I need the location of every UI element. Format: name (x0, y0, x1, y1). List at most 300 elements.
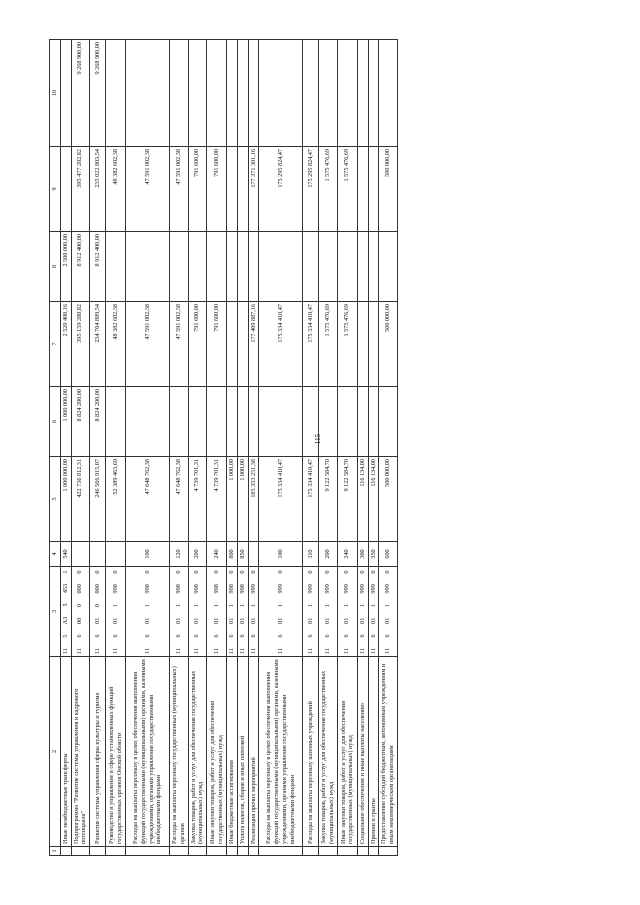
amount-col-6 (170, 387, 189, 457)
amount-col-7: 234 704 889,54 (90, 302, 106, 387)
row-marker-cell (90, 847, 106, 856)
code-part: 0 (212, 570, 220, 574)
amount-col-8: 8 912 400,00 (90, 232, 106, 302)
amount-col-7 (357, 302, 368, 387)
code-part: 01 (369, 617, 377, 624)
code-part: 0 (343, 570, 351, 574)
amount-col-9: 791 600,00 (207, 147, 227, 232)
expense-type-cell: 100 (126, 542, 170, 567)
amount-col-5: 1 000 000,00 (60, 457, 71, 542)
amount-col-8 (126, 232, 170, 302)
code-part: 11 (228, 648, 235, 654)
code-cell (170, 567, 189, 657)
code-part: 11 (249, 648, 257, 654)
code-part: 11 (369, 648, 377, 654)
table-row (188, 40, 207, 856)
amount-col-7: 2 520 408,16 (60, 302, 71, 387)
row-marker-cell (303, 847, 319, 856)
column-header-5: 5 (50, 457, 61, 542)
table-row (90, 40, 106, 856)
amount-col-8 (259, 232, 303, 302)
code-part: 0 (384, 570, 392, 574)
table-row (126, 40, 170, 856)
row-marker-cell (188, 847, 207, 856)
code-parts (193, 569, 201, 654)
amount-col-10 (106, 40, 126, 147)
code-parts (144, 569, 152, 654)
amount-col-6 (188, 387, 207, 457)
row-marker-cell (170, 847, 189, 856)
code-part: 999 (276, 584, 284, 594)
code-cell (106, 567, 126, 657)
item-name-cell: Социальное обеспечение и иные выплаты населению (357, 657, 368, 847)
code-parts (76, 569, 84, 654)
amount-col-10 (188, 40, 207, 147)
amount-col-5: 246 566 915,07 (90, 457, 106, 542)
expense-type-cell: 300 (357, 542, 368, 567)
amount-col-7: 1 575 476,69 (319, 302, 338, 387)
amount-col-8: 8 912 400,00 (71, 232, 90, 302)
code-cell (303, 567, 319, 657)
code-part: 453 (61, 583, 69, 594)
amount-col-7 (237, 302, 248, 387)
amount-col-7: 48 382 602,38 (106, 302, 126, 387)
code-cell (237, 567, 248, 657)
amount-col-7: 500 000,00 (379, 302, 398, 387)
code-part: 0 (358, 570, 366, 574)
amount-col-6 (259, 387, 303, 457)
amount-col-10 (303, 40, 319, 147)
row-marker-cell (71, 847, 90, 856)
code-cell (71, 567, 90, 657)
amount-col-5: 9 122 584,70 (319, 457, 338, 542)
amount-col-8 (357, 232, 368, 302)
amount-col-5: 185 353 251,38 (248, 457, 259, 542)
row-marker-cell (259, 847, 303, 856)
code-part: 6 (228, 634, 235, 638)
code-part: 11 (174, 648, 182, 654)
table-row (368, 40, 379, 856)
code-part: 5 (61, 603, 69, 607)
amount-col-6 (248, 387, 259, 457)
amount-col-9 (237, 147, 248, 232)
code-part: А3 (61, 616, 69, 625)
code-parts (250, 569, 258, 654)
code-part: 01 (249, 617, 257, 624)
amount-col-9 (357, 147, 368, 232)
item-name-cell: Расходы на выплаты персоналу в целях обеспечения выполнения функций государственными (муниципальными) органами, казенными учреждениями, органами управления государственными внебюджетными фондами (126, 657, 170, 847)
amount-col-6: 8 824 200,00 (71, 387, 90, 457)
amount-col-5: 1 000,00 (237, 457, 248, 542)
amount-col-5: 1 000,00 (227, 457, 238, 542)
table-row (71, 40, 90, 856)
column-header-4: 4 (50, 542, 61, 567)
amount-col-9: 1 575 476,69 (337, 147, 357, 232)
row-marker-cell (126, 847, 170, 856)
code-cell (188, 567, 207, 657)
amount-col-6 (106, 387, 126, 457)
column-header-6: 6 (50, 387, 61, 457)
column-header-8: 8 (50, 232, 61, 302)
amount-col-5: 175 334 410,47 (303, 457, 319, 542)
table-row (379, 40, 398, 856)
code-part: 998 (143, 584, 151, 594)
code-cell (357, 567, 368, 657)
expense-type-cell: 200 (319, 542, 338, 567)
code-parts (307, 569, 315, 654)
item-name-cell: Премии и гранты (368, 657, 379, 847)
code-part: 1 (61, 570, 69, 574)
item-name-cell: Руководство и управление в сфере установленных функций государственных органов Омской области (106, 657, 126, 847)
code-part: 999 (384, 584, 392, 594)
amount-col-8 (248, 232, 259, 302)
amount-col-5: 175 334 410,47 (259, 457, 303, 542)
table-row (207, 40, 227, 856)
item-name-cell: Иные закупки товаров, работ и услуг для обеспечения государственных (муниципальных) нужд (337, 657, 357, 847)
item-name-cell: Иные бюджетные ассигнования (227, 657, 238, 847)
code-part: 999 (343, 584, 351, 594)
amount-col-6 (379, 387, 398, 457)
code-part: 0 (76, 570, 84, 574)
amount-col-10 (357, 40, 368, 147)
table-row (106, 40, 126, 856)
expense-type-cell: 100 (259, 542, 303, 567)
code-part: 998 (238, 584, 246, 594)
code-part: 000 (76, 584, 84, 594)
amount-col-5: 422 736 812,31 (71, 457, 90, 542)
amount-col-6 (207, 387, 227, 457)
column-header-3: 3 (50, 567, 61, 657)
amount-col-5: 4 739 701,31 (188, 457, 207, 542)
code-cell (248, 567, 259, 657)
expense-type-cell: 200 (188, 542, 207, 567)
amount-col-9: 235 022 803,54 (90, 147, 106, 232)
code-part: 0 (238, 570, 246, 574)
code-parts (359, 569, 367, 654)
code-parts (370, 569, 378, 654)
code-part: 0 (143, 570, 151, 574)
code-part: 0 (324, 570, 332, 574)
code-cell (259, 567, 303, 657)
amount-col-8 (303, 232, 319, 302)
code-part: 11 (238, 648, 246, 654)
code-cell (319, 567, 338, 657)
code-cell (368, 567, 379, 657)
code-part: 6 (93, 634, 101, 638)
amount-col-6 (319, 387, 338, 457)
amount-col-9: 175 295 824,47 (303, 147, 319, 232)
amount-col-9: 500 000,00 (379, 147, 398, 232)
code-part: 11 (276, 648, 284, 654)
code-cell (207, 567, 227, 657)
code-part: 999 (249, 584, 257, 594)
row-marker-cell (227, 847, 238, 856)
code-part: 998 (111, 584, 119, 594)
amount-col-8 (368, 232, 379, 302)
header-row (50, 40, 61, 856)
code-part: 5 (61, 634, 69, 638)
amount-col-8 (227, 232, 238, 302)
code-part: 0 (306, 570, 314, 574)
code-part: 0 (276, 570, 284, 574)
code-part: 1 (111, 603, 119, 608)
code-part: 1 (343, 603, 351, 608)
code-cell (126, 567, 170, 657)
code-part: 01 (212, 617, 220, 624)
expense-type-cell: 850 (237, 542, 248, 567)
table-row (237, 40, 248, 856)
code-part: 1 (212, 603, 220, 608)
amount-col-7: 47 591 002,38 (126, 302, 170, 387)
code-part: 999 (369, 584, 377, 594)
table-row (319, 40, 338, 856)
amount-col-10 (368, 40, 379, 147)
amount-col-5: 9 122 584,70 (337, 457, 357, 542)
amount-col-10 (379, 40, 398, 147)
code-part: 01 (306, 617, 314, 624)
expense-type-cell: 120 (170, 542, 189, 567)
row-marker-cell (319, 847, 338, 856)
code-part: 6 (174, 634, 182, 638)
amount-col-6 (227, 387, 238, 457)
expense-type-cell (106, 542, 126, 567)
amount-col-8 (106, 232, 126, 302)
amount-col-10 (60, 40, 71, 147)
amount-col-8 (237, 232, 248, 302)
code-part: 6 (276, 634, 284, 638)
code-part: 1 (174, 603, 182, 608)
table-row (248, 40, 259, 856)
amount-col-10 (227, 40, 238, 147)
table-row (259, 40, 303, 856)
amount-col-10 (126, 40, 170, 147)
table-row (337, 40, 357, 856)
code-parts (213, 569, 221, 654)
amount-col-6: 8 824 200,00 (90, 387, 106, 457)
code-part: 01 (193, 617, 201, 624)
item-name-cell: Закупка товаров, работ и услуг для обеспечения государственных (муниципальных) нужд (319, 657, 338, 847)
code-part: 01 (111, 617, 119, 624)
code-part: 1 (358, 603, 366, 608)
amount-col-9 (368, 147, 379, 232)
code-part: 998 (193, 584, 201, 594)
code-part: 0 (228, 570, 235, 574)
amount-col-7: 1 575 476,69 (337, 302, 357, 387)
amount-col-6 (303, 387, 319, 457)
code-part: 11 (212, 648, 220, 654)
table-row (357, 40, 368, 856)
code-parts (228, 569, 236, 654)
code-part: 11 (384, 648, 392, 654)
column-header-7: 7 (50, 302, 61, 387)
code-part: 6 (306, 634, 314, 638)
amount-col-9 (60, 147, 71, 232)
code-part: 1 (306, 603, 314, 608)
amount-col-8 (319, 232, 338, 302)
code-cell (227, 567, 238, 657)
column-header-1: 1 (50, 847, 61, 856)
code-parts (94, 569, 102, 654)
table-row (227, 40, 238, 856)
code-part: 0 (369, 570, 377, 574)
amount-col-6 (357, 387, 368, 457)
item-name-cell: Развитие системы управления сферы культуры и туризма (90, 657, 106, 847)
row-marker-cell (207, 847, 227, 856)
amount-col-5: 4 739 701,31 (207, 457, 227, 542)
code-part: 11 (306, 648, 314, 654)
code-part: 11 (343, 648, 351, 654)
code-part: 0 (174, 570, 182, 574)
amount-col-7 (368, 302, 379, 387)
budget-table (49, 39, 398, 856)
code-part: 01 (238, 617, 246, 624)
code-part: 01 (358, 617, 366, 624)
code-part: 11 (93, 648, 101, 654)
code-part: 01 (228, 617, 235, 624)
code-part: 0 (76, 603, 84, 608)
code-part: 998 (174, 584, 182, 594)
table-body (60, 40, 397, 856)
row-marker-cell (248, 847, 259, 856)
expense-type-cell: 240 (207, 542, 227, 567)
table-row (60, 40, 71, 856)
row-marker-cell (337, 847, 357, 856)
amount-col-5: 116 134,00 (357, 457, 368, 542)
code-parts (384, 569, 392, 654)
amount-col-5: 116 134,00 (368, 457, 379, 542)
code-cell (379, 567, 398, 657)
amount-col-7: 175 334 410,47 (303, 302, 319, 387)
code-part: 0 (93, 603, 101, 608)
page-number: 115 (314, 433, 322, 445)
amount-col-9 (227, 147, 238, 232)
item-name-cell: Предоставление субсидий бюджетным, автономным учреждениям и иным некоммерческим организациям (379, 657, 398, 847)
code-part: 01 (324, 617, 332, 624)
code-part: 01 (276, 617, 284, 624)
code-part: 6 (76, 634, 84, 638)
code-part: 6 (384, 634, 392, 638)
code-cell (60, 567, 71, 657)
item-name-cell: Реализация прочих мероприятий (248, 657, 259, 847)
row-marker-cell (368, 847, 379, 856)
expense-type-cell (71, 542, 90, 567)
code-parts (239, 569, 247, 654)
amount-col-9: 175 295 824,47 (259, 147, 303, 232)
code-part: 11 (143, 648, 151, 654)
code-part: 6 (358, 634, 366, 638)
item-name-cell: Расходы на выплаты персоналу казенных учреждений (303, 657, 319, 847)
code-part: 6 (343, 634, 351, 638)
code-parts (62, 569, 70, 654)
rotated-page (49, 40, 617, 856)
code-part: 000 (93, 584, 101, 594)
amount-col-9: 791 600,00 (188, 147, 207, 232)
amount-col-6 (126, 387, 170, 457)
item-name-cell: Уплата налогов, сборов и иных платежей (237, 657, 248, 847)
code-part: 01 (343, 617, 351, 624)
code-parts (175, 569, 183, 654)
code-part: 999 (358, 584, 366, 594)
expense-type-cell (248, 542, 259, 567)
expense-type-cell: 350 (368, 542, 379, 567)
amount-col-10 (259, 40, 303, 147)
code-part: 6 (143, 634, 151, 638)
amount-col-7: 47 591 002,38 (170, 302, 189, 387)
code-part: 6 (238, 634, 246, 638)
code-part: 6 (324, 634, 332, 638)
amount-col-10 (207, 40, 227, 147)
code-part: 0 (249, 570, 257, 574)
code-part: 1 (384, 603, 392, 608)
code-part: 1 (238, 603, 246, 608)
amount-col-7: 395 159 288,82 (71, 302, 90, 387)
column-header-2: 2 (50, 657, 61, 847)
amount-col-6 (368, 387, 379, 457)
expense-type-cell (90, 542, 106, 567)
amount-col-7 (227, 302, 238, 387)
code-parts (277, 569, 285, 654)
code-part: 01 (174, 617, 182, 624)
amount-col-6 (337, 387, 357, 457)
expense-type-cell: 540 (60, 542, 71, 567)
code-part: 11 (111, 648, 119, 654)
code-part: 1 (324, 603, 332, 608)
amount-col-8 (379, 232, 398, 302)
expense-type-cell: 240 (337, 542, 357, 567)
item-name-cell: Иные межбюджетные трансферты (60, 657, 71, 847)
code-part: 1 (276, 603, 284, 608)
code-part: 1 (369, 603, 377, 608)
code-part: 11 (61, 648, 69, 654)
amount-col-7: 175 334 410,47 (259, 302, 303, 387)
amount-col-8 (188, 232, 207, 302)
item-name-cell: Расходы на выплаты персоналу в целях обеспечения выполнения функций государственными (муниципальными) органами, казенными учреждениями, органами управления государственными внебюджетными фондами (259, 657, 303, 847)
code-part: 1 (249, 603, 257, 608)
code-part: 6 (369, 634, 377, 638)
amount-col-8: 2 500 000,00 (60, 232, 71, 302)
code-part: 0 (111, 570, 119, 574)
amount-col-7: 791 600,00 (207, 302, 227, 387)
code-part: 0 (93, 570, 101, 574)
amount-col-7: 791 600,00 (188, 302, 207, 387)
amount-col-8 (337, 232, 357, 302)
table-row (170, 40, 189, 856)
code-part: 11 (324, 648, 332, 654)
row-marker-cell (357, 847, 368, 856)
code-part: 998 (228, 584, 235, 594)
row-marker-cell (60, 847, 71, 856)
amount-col-5: 47 648 762,38 (170, 457, 189, 542)
code-part: 6 (249, 634, 257, 638)
amount-col-6: 1 000 000,00 (60, 387, 71, 457)
item-name-cell: Расходы на выплаты персоналу государственных (муниципальных) органов (170, 657, 189, 847)
item-name-cell: Подпрограмма "Развитие системы управления и кадрового потенциала" (71, 657, 90, 847)
amount-col-10 (319, 40, 338, 147)
column-header-9: 9 (50, 147, 61, 232)
row-marker-cell (379, 847, 398, 856)
amount-col-8 (207, 232, 227, 302)
code-cell (90, 567, 106, 657)
code-part: 01 (143, 617, 151, 624)
amount-col-9: 395 477 202,82 (71, 147, 90, 232)
amount-col-10 (237, 40, 248, 147)
amount-col-9: 47 591 002,38 (126, 147, 170, 232)
amount-col-10: 9 268 900,00 (90, 40, 106, 147)
code-part: 6 (212, 634, 220, 638)
code-part: 01 (93, 617, 101, 624)
amount-col-10 (170, 40, 189, 147)
amount-col-5: 52 389 463,69 (106, 457, 126, 542)
